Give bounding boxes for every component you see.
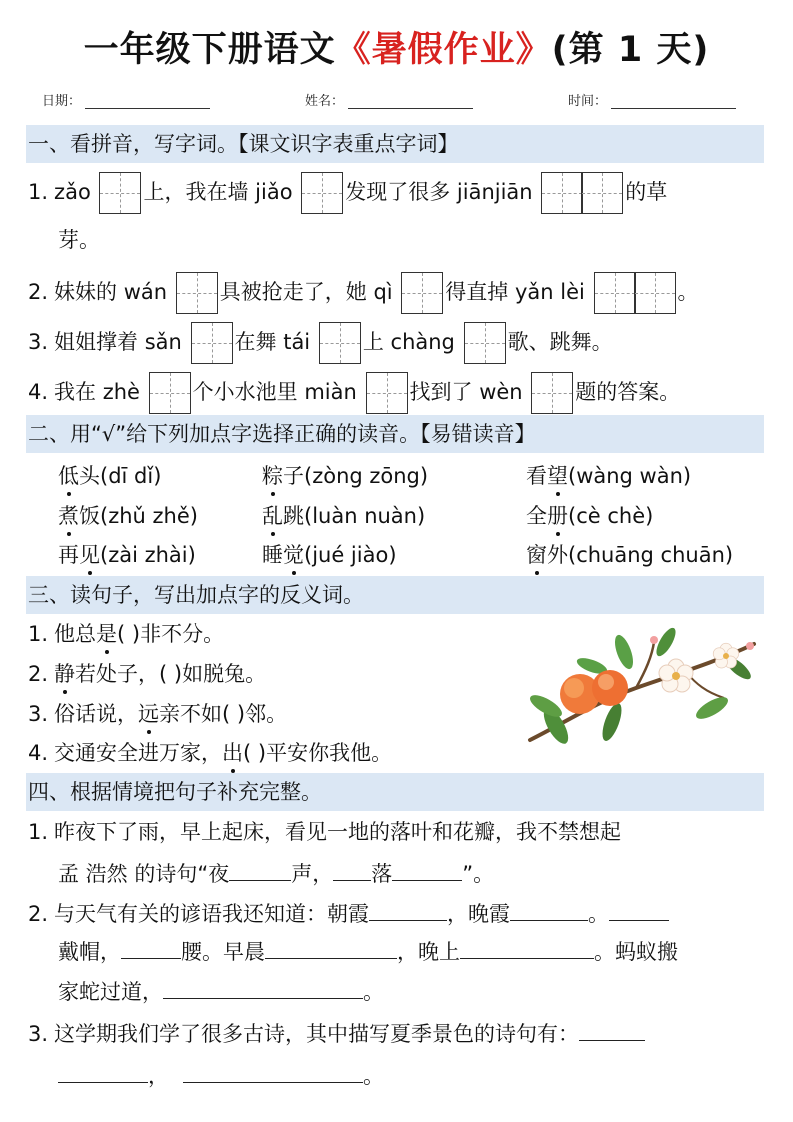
s2-item-3[interactable] <box>526 456 691 496</box>
s4-question-3-line1 <box>28 1012 645 1056</box>
writing-box[interactable] <box>401 272 443 314</box>
s1-question-1 <box>28 170 667 214</box>
time-field[interactable] <box>568 90 736 109</box>
writing-box[interactable] <box>541 172 583 214</box>
answer-blank[interactable] <box>579 1020 645 1041</box>
answer-blank[interactable] <box>369 900 447 921</box>
date-line[interactable] <box>85 96 210 109</box>
s2-item-1[interactable] <box>58 456 161 496</box>
writing-box[interactable] <box>594 272 636 314</box>
s2-item-9[interactable] <box>526 535 733 575</box>
text: 昨夜下了雨，早上起床，看见一地的落叶和花瓣，我不禁想起 <box>54 820 622 844</box>
text: 声， <box>291 862 334 886</box>
s2-item-5[interactable] <box>262 496 425 536</box>
text: 俗话说， <box>54 702 139 726</box>
text: 个小水池里 miàn <box>192 380 357 404</box>
text: zǎo <box>54 180 91 204</box>
text: 姐姐撑着 sǎn <box>54 330 182 354</box>
question-number: 3. <box>28 1022 49 1046</box>
dotted-char: 册 <box>547 496 568 536</box>
question-number: 3. <box>28 702 49 726</box>
dotted-char: 觉 <box>283 535 304 575</box>
text: (zài zhài) <box>100 543 196 567</box>
text: 得直掉 yǎn lèi <box>445 280 585 304</box>
s4-question-1-line2 <box>58 852 494 896</box>
dotted-char: 见 <box>79 535 100 575</box>
writing-box[interactable] <box>366 372 408 414</box>
text: 跳(luàn nuàn) <box>283 504 426 528</box>
text: 妹妹的 wán <box>54 280 168 304</box>
writing-box[interactable] <box>531 372 573 414</box>
s2-item-4[interactable] <box>58 496 198 536</box>
s3-question-3[interactable] <box>28 694 287 734</box>
name-field[interactable] <box>305 90 473 109</box>
text: 我在 zhè <box>54 380 140 404</box>
dotted-char: 窗 <box>526 535 547 575</box>
dotted-char: 煮 <box>58 496 79 536</box>
text: 。蚂蚁搬 <box>594 940 678 964</box>
answer-blank[interactable] <box>58 1062 148 1083</box>
dotted-char: 远 <box>138 694 159 734</box>
question-number: 1. <box>28 622 49 646</box>
answer-blank[interactable] <box>392 860 462 881</box>
s1-question-4 <box>28 370 680 414</box>
answer-blank[interactable] <box>609 900 669 921</box>
text: 上 chàng <box>362 330 455 354</box>
question-number: 4. <box>28 741 49 765</box>
answer-blank[interactable] <box>163 978 363 999</box>
title-suffix: (第 1 天) <box>551 30 710 70</box>
text: 的草 <box>625 180 668 204</box>
date-field[interactable] <box>42 90 210 109</box>
s3-question-4[interactable] <box>28 733 392 773</box>
text: 具被抢走了，她 qì <box>219 280 393 304</box>
text: ， <box>148 1064 169 1088</box>
writing-box[interactable] <box>301 172 343 214</box>
writing-box[interactable] <box>634 272 676 314</box>
answer-blank[interactable] <box>333 860 371 881</box>
text: (wàng wàn) <box>568 464 692 488</box>
text: 亲不如( )邻。 <box>159 702 288 726</box>
answer-blank[interactable] <box>183 1062 363 1083</box>
writing-box[interactable] <box>191 322 233 364</box>
text: 找到了 wèn <box>409 380 523 404</box>
text: 家蛇过道， <box>58 980 163 1004</box>
text: 上，我在墙 jiǎo <box>143 180 293 204</box>
text: 看 <box>526 464 547 488</box>
text: 头(dī dǐ) <box>79 464 162 488</box>
time-label: 时间： <box>568 94 608 109</box>
section-3-header: 三、读句子，写出加点字的反义词。 <box>26 576 764 614</box>
peach-branch-illustration <box>526 622 758 752</box>
s1-question-2 <box>28 270 699 314</box>
writing-box[interactable] <box>464 322 506 364</box>
question-number: 4. <box>28 380 49 404</box>
text: 戴帽， <box>58 940 121 964</box>
answer-blank[interactable] <box>229 860 291 881</box>
writing-box[interactable] <box>581 172 623 214</box>
text: 与天气有关的谚语我还知道：朝霞 <box>54 902 370 926</box>
writing-box[interactable] <box>149 372 191 414</box>
s2-item-2[interactable] <box>262 456 428 496</box>
writing-box[interactable] <box>99 172 141 214</box>
text: 饭(zhǔ zhě) <box>79 504 198 528</box>
dotted-char: 低 <box>58 456 79 496</box>
question-number: 1. <box>28 820 49 844</box>
text: ( )平安你我他。 <box>243 741 393 765</box>
text: 题的答案。 <box>575 380 681 404</box>
s2-item-8[interactable] <box>262 535 397 575</box>
text: 若处子，( )如脱兔。 <box>75 662 267 686</box>
question-number: 2. <box>28 662 49 686</box>
s4-question-3-line2 <box>58 1054 384 1098</box>
answer-blank[interactable] <box>460 938 594 959</box>
text: 腰。早晨 <box>181 940 265 964</box>
text: (jué jiào) <box>304 543 397 567</box>
text: 外(chuāng chuān) <box>547 543 734 567</box>
s1-question-1-cont: 芽。 <box>58 228 100 252</box>
name-label: 姓名： <box>305 94 345 109</box>
text: 这学期我们学了很多古诗，其中描写夏季景色的诗句有： <box>54 1022 580 1046</box>
question-number: 2. <box>28 902 49 926</box>
text: 子(zòng zōng) <box>283 464 429 488</box>
writing-box[interactable] <box>319 322 361 364</box>
text: ”。 <box>462 862 495 886</box>
text: 。 <box>363 980 384 1004</box>
text: 歌、跳舞。 <box>507 330 613 354</box>
text: 发现了很多 jiānjiān <box>345 180 533 204</box>
text: 睡 <box>262 543 283 567</box>
answer-blank[interactable] <box>265 938 397 959</box>
writing-box[interactable] <box>176 272 218 314</box>
text: 。 <box>677 280 699 304</box>
question-number: 2. <box>28 280 49 304</box>
name-line[interactable] <box>348 96 473 109</box>
text: 在舞 tái <box>234 330 311 354</box>
text: (cè chè) <box>568 504 654 528</box>
s4-question-2-line3 <box>58 970 384 1014</box>
dotted-char: 粽 <box>262 456 283 496</box>
text: ，晚霞 <box>447 902 511 926</box>
text: 落 <box>371 862 393 886</box>
text: 他总 <box>54 622 97 646</box>
dotted-char: 望 <box>547 456 568 496</box>
s4-question-2-line2 <box>58 930 678 974</box>
s1-question-3 <box>28 320 613 364</box>
time-line[interactable] <box>611 96 736 109</box>
section-2-header: 二、用“√”给下列加点字选择正确的读音。【易错读音】 <box>26 415 764 453</box>
title-prefix: 一年级下册语文 <box>83 30 336 70</box>
text: 再 <box>58 543 79 567</box>
text: 交通安全进万家， <box>54 741 223 765</box>
text: ( )非不分。 <box>117 622 225 646</box>
text: 。 <box>588 902 610 926</box>
text: 孟 浩然 的诗句“夜 <box>58 862 230 886</box>
text: ，晚上 <box>397 940 460 964</box>
question-number: 3. <box>28 330 49 354</box>
s2-item-6[interactable] <box>526 496 653 536</box>
dotted-char: 出 <box>222 733 243 773</box>
title-highlight: 《暑假作业》 <box>335 30 552 70</box>
answer-blank[interactable] <box>510 900 588 921</box>
dotted-char: 是 <box>96 614 117 654</box>
s3-question-1[interactable] <box>28 614 224 654</box>
answer-blank[interactable] <box>121 938 181 959</box>
dotted-char: 静 <box>54 654 75 694</box>
s2-item-7[interactable] <box>58 535 196 575</box>
question-number: 1. <box>28 180 49 204</box>
page-title <box>0 22 793 72</box>
section-4-header: 四、根据情境把句子补充完整。 <box>26 773 764 811</box>
s4-question-1-line1 <box>28 810 621 854</box>
section-1-header: 一、看拼音，写字词。【课文识字表重点字词】 <box>26 125 764 163</box>
s3-question-2[interactable] <box>28 654 266 694</box>
date-label: 日期： <box>42 94 82 109</box>
text: 全 <box>526 504 547 528</box>
dotted-char: 乱 <box>262 496 283 536</box>
text: 。 <box>363 1064 384 1088</box>
